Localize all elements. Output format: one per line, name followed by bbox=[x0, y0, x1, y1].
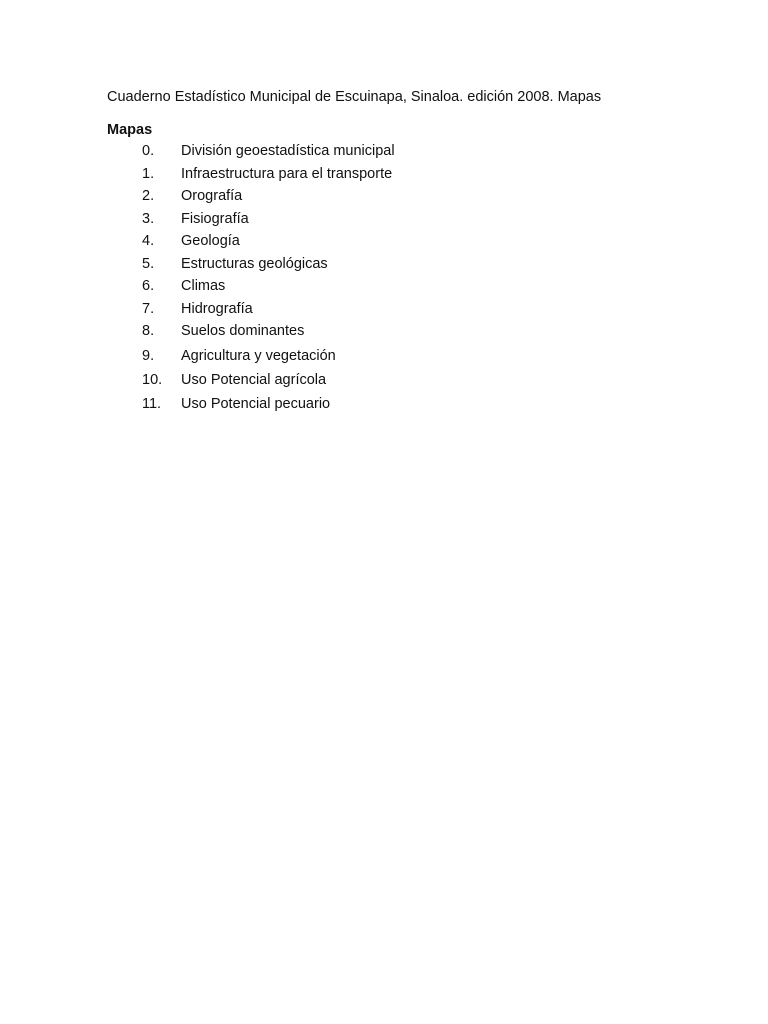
list-item bbox=[0, 322, 600, 340]
list-item bbox=[0, 395, 600, 413]
list-item-number: 1. bbox=[142, 166, 155, 182]
list-item-number: 9. bbox=[142, 348, 155, 364]
list-item-number: 2. bbox=[142, 188, 155, 204]
list-item-label: División geoestadística municipal bbox=[181, 143, 395, 159]
list-item bbox=[0, 347, 600, 365]
list-item bbox=[0, 255, 600, 273]
list-item-label: Agricultura y vegetación bbox=[181, 348, 336, 364]
list-item bbox=[0, 210, 600, 228]
list-item-label: Fisiografía bbox=[181, 211, 249, 227]
list-item bbox=[0, 277, 600, 295]
list-item-label: Uso Potencial agrícola bbox=[181, 372, 327, 388]
list-item-label: Uso Potencial pecuario bbox=[181, 396, 331, 412]
section-heading: Mapas bbox=[107, 122, 153, 138]
list-item-number: 10. bbox=[142, 372, 163, 388]
list-item-label: Infraestructura para el transporte bbox=[181, 166, 393, 182]
list-item-number: 4. bbox=[142, 233, 155, 249]
list-item-number: 6. bbox=[142, 278, 155, 294]
list-item-number: 7. bbox=[142, 301, 155, 317]
list-item-label: Geología bbox=[181, 233, 240, 249]
list-item-label: Estructuras geológicas bbox=[181, 256, 328, 272]
list-item-number: 8. bbox=[142, 323, 155, 339]
list-item-number: 11. bbox=[142, 396, 162, 412]
document-title: Cuaderno Estadístico Municipal de Escuinapa, Sinaloa. edición 2008. Mapas bbox=[107, 89, 602, 105]
list-item-number: 0. bbox=[142, 143, 155, 159]
list-item bbox=[0, 142, 600, 160]
list-item-label: Orografía bbox=[181, 188, 243, 204]
list-item bbox=[0, 300, 600, 318]
list-item bbox=[0, 165, 600, 183]
list-item-number: 5. bbox=[142, 256, 155, 272]
list-item bbox=[0, 371, 600, 389]
list-item-label: Climas bbox=[181, 278, 226, 294]
list-item bbox=[0, 187, 600, 205]
list-item bbox=[0, 232, 600, 250]
list-item-number: 3. bbox=[142, 211, 155, 227]
list-item-label: Suelos dominantes bbox=[181, 323, 305, 339]
list-item-label: Hidrografía bbox=[181, 301, 253, 317]
